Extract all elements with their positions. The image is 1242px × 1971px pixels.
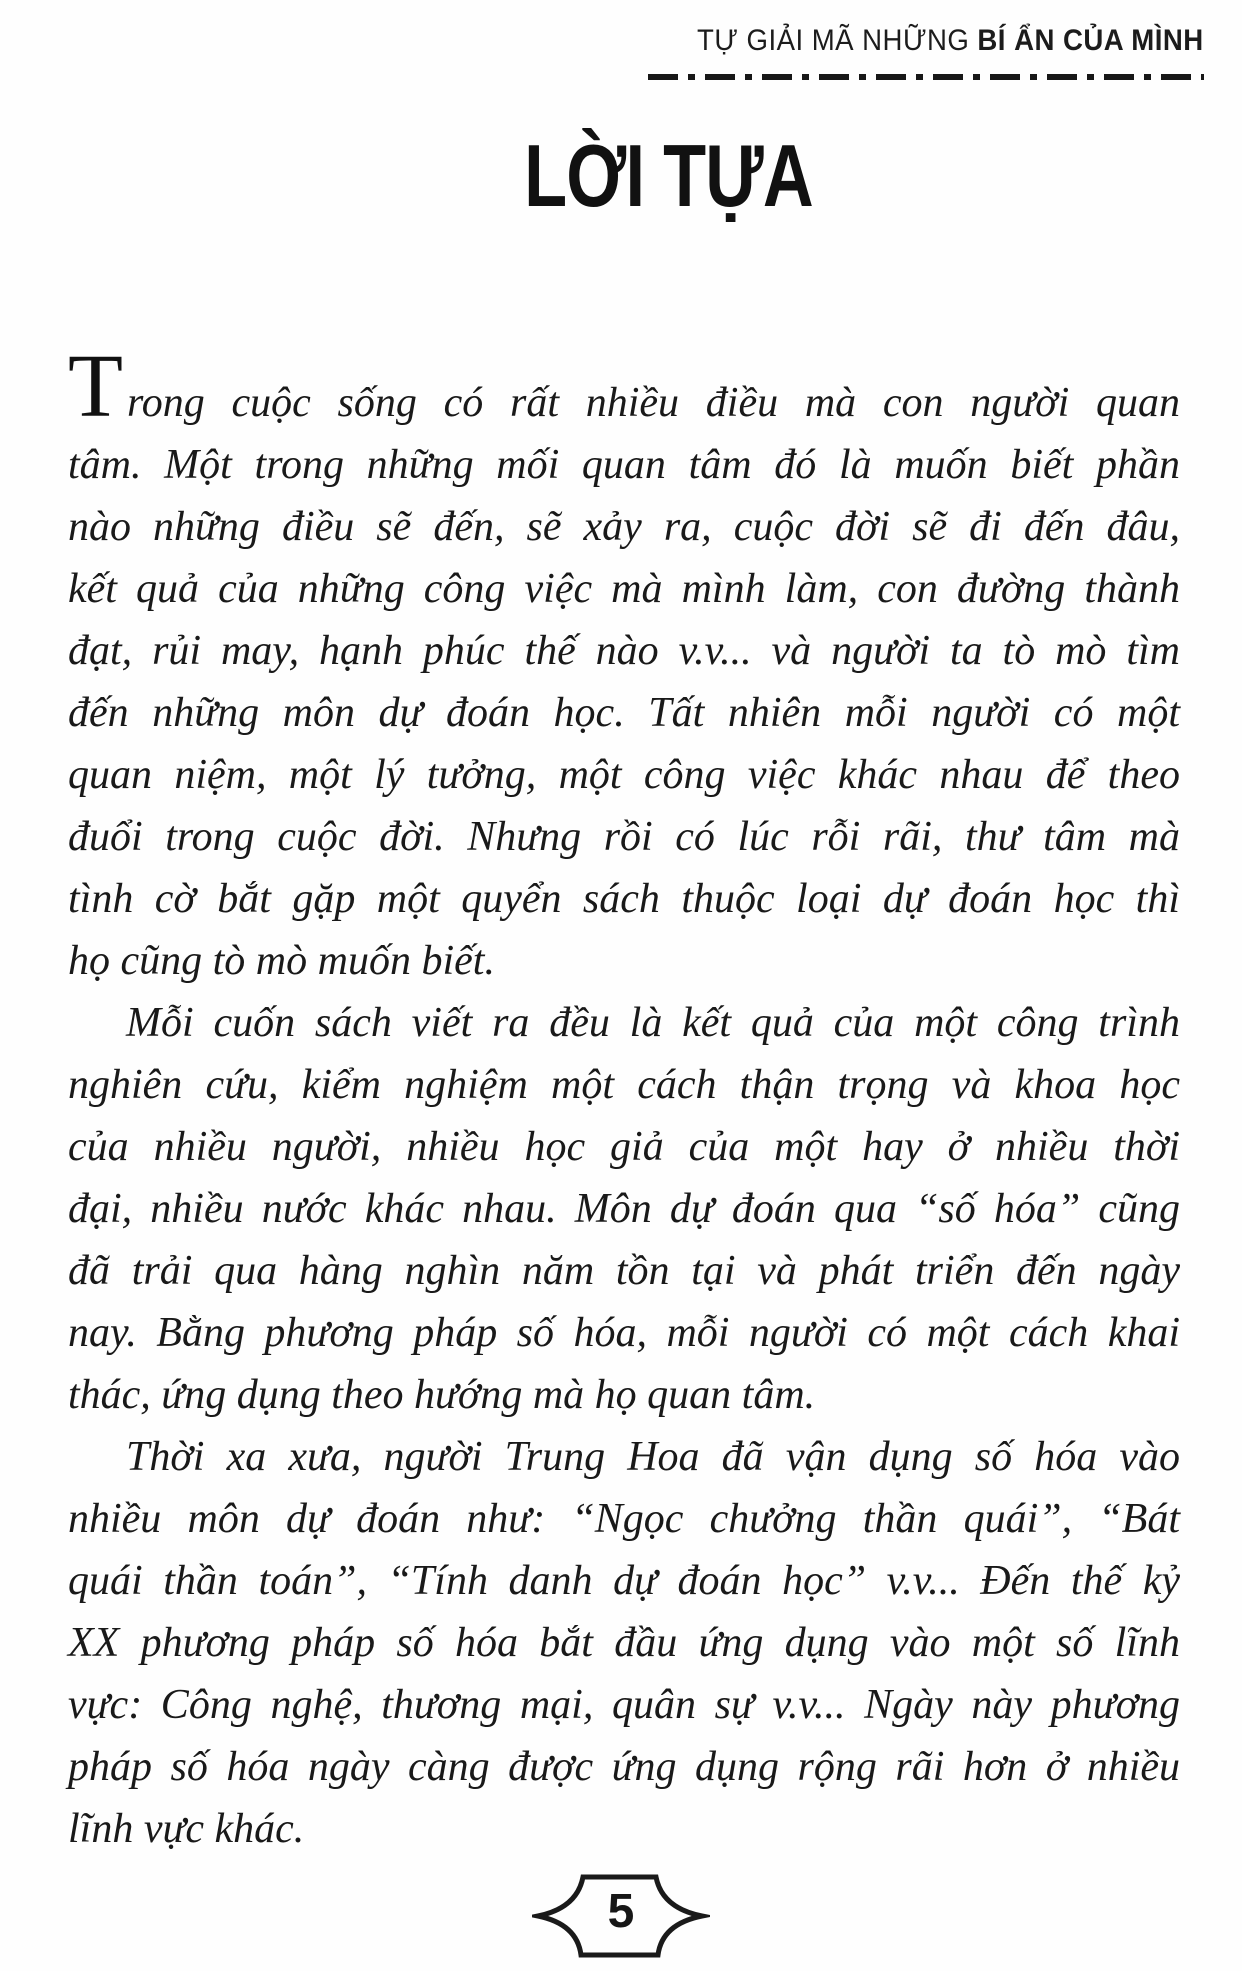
body-line: pháp số hóa ngày càng được ứng dụng rộng rãi hơn ở nhiều	[68, 1744, 1180, 1790]
body-line: thác, ứng dụng theo hướng mà họ quan tâm.	[68, 1372, 816, 1418]
body-line: nào những điều sẽ đến, sẽ xảy ra, cuộc đời sẽ đi đến đâu,	[68, 504, 1180, 550]
body-line: tình cờ bắt gặp một quyển sách thuộc loại dự đoán học thì	[68, 876, 1180, 922]
body-line: đến những môn dự đoán học. Tất nhiên mỗi người có một	[68, 690, 1180, 736]
page-title: LỜI TỰA	[524, 126, 814, 225]
body-line: nay. Bằng phương pháp số hóa, mỗi người có một cách khai	[68, 1310, 1180, 1356]
body-line: đuổi trong cuộc đời. Nhưng rồi có lúc rỗi rãi, thư tâm mà	[68, 814, 1180, 860]
running-header-bold: BÍ ẨN CỦA MÌNH	[977, 24, 1204, 57]
running-header	[697, 24, 1204, 58]
body-line-text: rong cuộc sống có rất nhiều điều mà con người quan	[126, 380, 1180, 426]
footer	[0, 1868, 1242, 1964]
body-line: đạt, rủi may, hạnh phúc thế nào v.v... và người ta tò mò tìm	[68, 628, 1180, 674]
body-line: của nhiều người, nhiều học giả của một hay ở nhiều thời	[68, 1124, 1180, 1170]
body-line: XX phương pháp số hóa bắt đầu ứng dụng vào một số lĩnh	[68, 1620, 1180, 1666]
body-line: quái thần toán”, “Tính danh dự đoán học” v.v... Đến thế kỷ	[68, 1558, 1180, 1604]
running-header-regular: TỰ GIẢI MÃ NHỮNG	[697, 24, 978, 57]
body-line: kết quả của những công việc mà mình làm, con đường thành	[68, 566, 1180, 612]
body-line: Mỗi cuốn sách viết ra đều là kết quả của một công trình	[126, 1000, 1180, 1046]
body-line: nghiên cứu, kiểm nghiệm một cách thận trọng và khoa học	[68, 1062, 1180, 1108]
body-line: họ cũng tò mò muốn biết.	[68, 938, 495, 984]
body-line: đã trải qua hàng nghìn năm tồn tại và phát triển đến ngày	[68, 1248, 1180, 1294]
body-line: quan niệm, một lý tưởng, một công việc khác nhau để theo	[68, 752, 1180, 798]
page-number: 5	[607, 1885, 635, 1939]
body-text	[68, 337, 1180, 1860]
body-line: Thời xa xưa, người Trung Hoa đã vận dụng số hóa vào	[126, 1434, 1180, 1480]
drop-cap: T	[68, 337, 124, 436]
page-number-ornament	[532, 1868, 710, 1964]
body-line: lĩnh vực khác.	[68, 1806, 305, 1852]
body-line: vực: Công nghệ, thương mại, quân sự v.v... Ngày này phương	[68, 1682, 1180, 1728]
header-dash-dot-rule	[648, 74, 1204, 80]
body-line: tâm. Một trong những mối quan tâm đó là muốn biết phần	[68, 442, 1180, 488]
body-line	[68, 337, 1180, 436]
title-block	[0, 126, 1242, 225]
body-line: đại, nhiều nước khác nhau. Môn dự đoán qua “số hóa” cũng	[68, 1186, 1180, 1232]
body-line: nhiều môn dự đoán như: “Ngọc chưởng thần quái”, “Bát	[68, 1496, 1180, 1542]
